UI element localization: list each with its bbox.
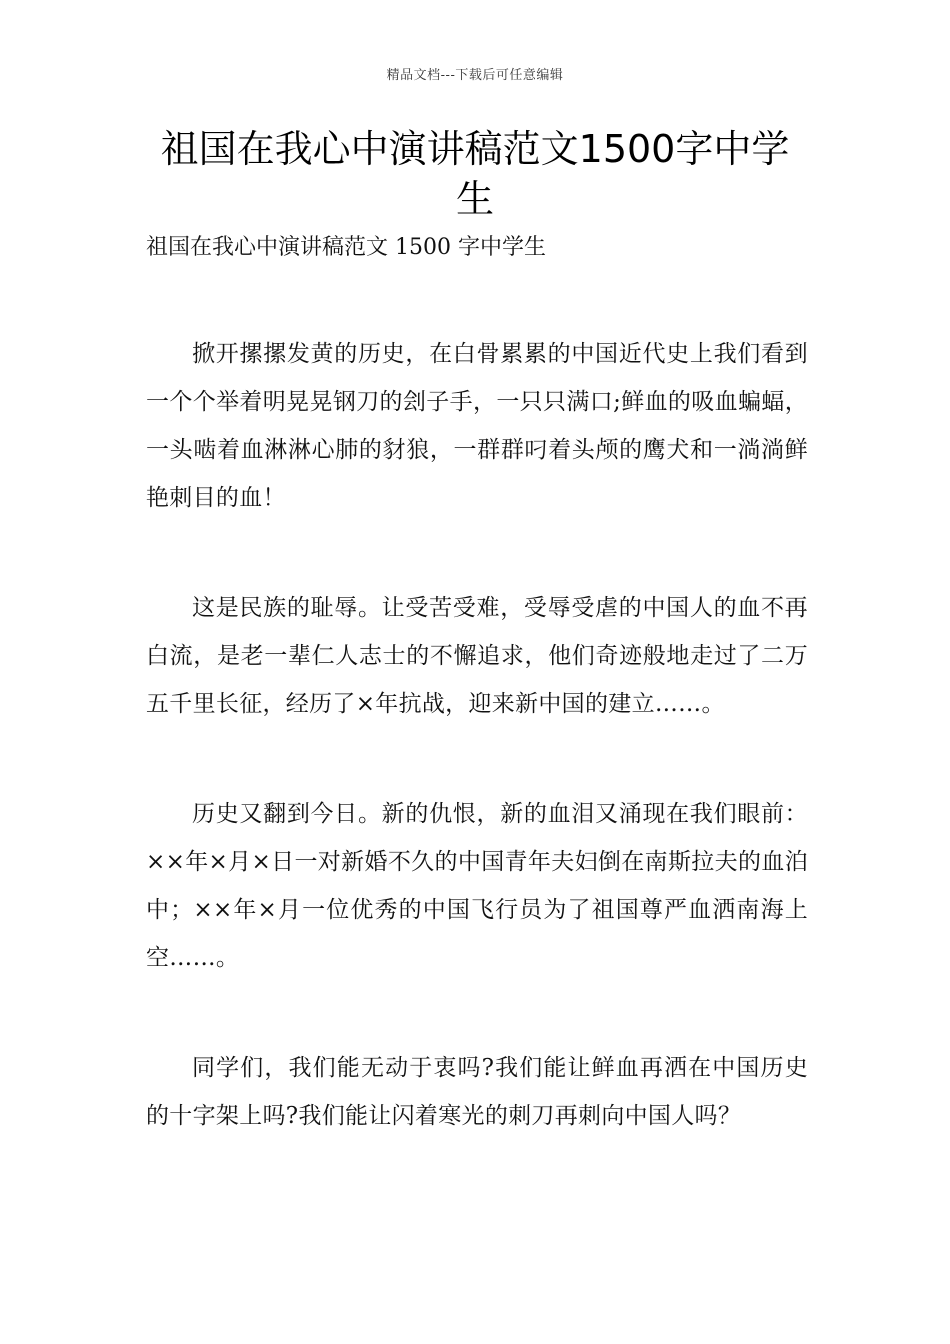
document-body <box>146 330 808 1202</box>
paragraph-1: 掀开摞摞发黄的历史，在白骨累累的中国近代史上我们看到一个个举着明晃晃钢刀的刽子手，一只只满口;鲜血的吸血蝙蝠，一头啮着血淋淋心肺的豺狼，一群群叼着头颅的鹰犬和一淌淌鲜艳刺目的血！ <box>146 341 808 511</box>
header-note: 精品文档---下载后可任意编辑 <box>386 68 564 83</box>
document-title: 祖国在我心中演讲稿范文1500字中学生 <box>160 127 790 221</box>
paragraph-4: 同学们，我们能无动于衷吗?我们能让鲜血再洒在中国历史的十字架上吗?我们能让闪着寒光的刺刀再刺向中国人吗？ <box>146 1055 808 1129</box>
document-subtitle: 祖国在我心中演讲稿范文 1500 字中学生 <box>146 235 546 260</box>
paragraph-3: 历史又翻到今日。新的仇恨，新的血泪又涌现在我们眼前：××年×月×日一对新婚不久的中国青年夫妇倒在南斯拉夫的血泊中；××年×月一位优秀的中国飞行员为了祖国尊严血洒南海上空……。 <box>146 801 808 971</box>
paragraph-2: 这是民族的耻辱。让受苦受难，受辱受虐的中国人的血不再白流，是老一辈仁人志士的不懈追求，他们奇迹般地走过了二万五千里长征，经历了×年抗战，迎来新中国的建立……。 <box>146 595 808 717</box>
